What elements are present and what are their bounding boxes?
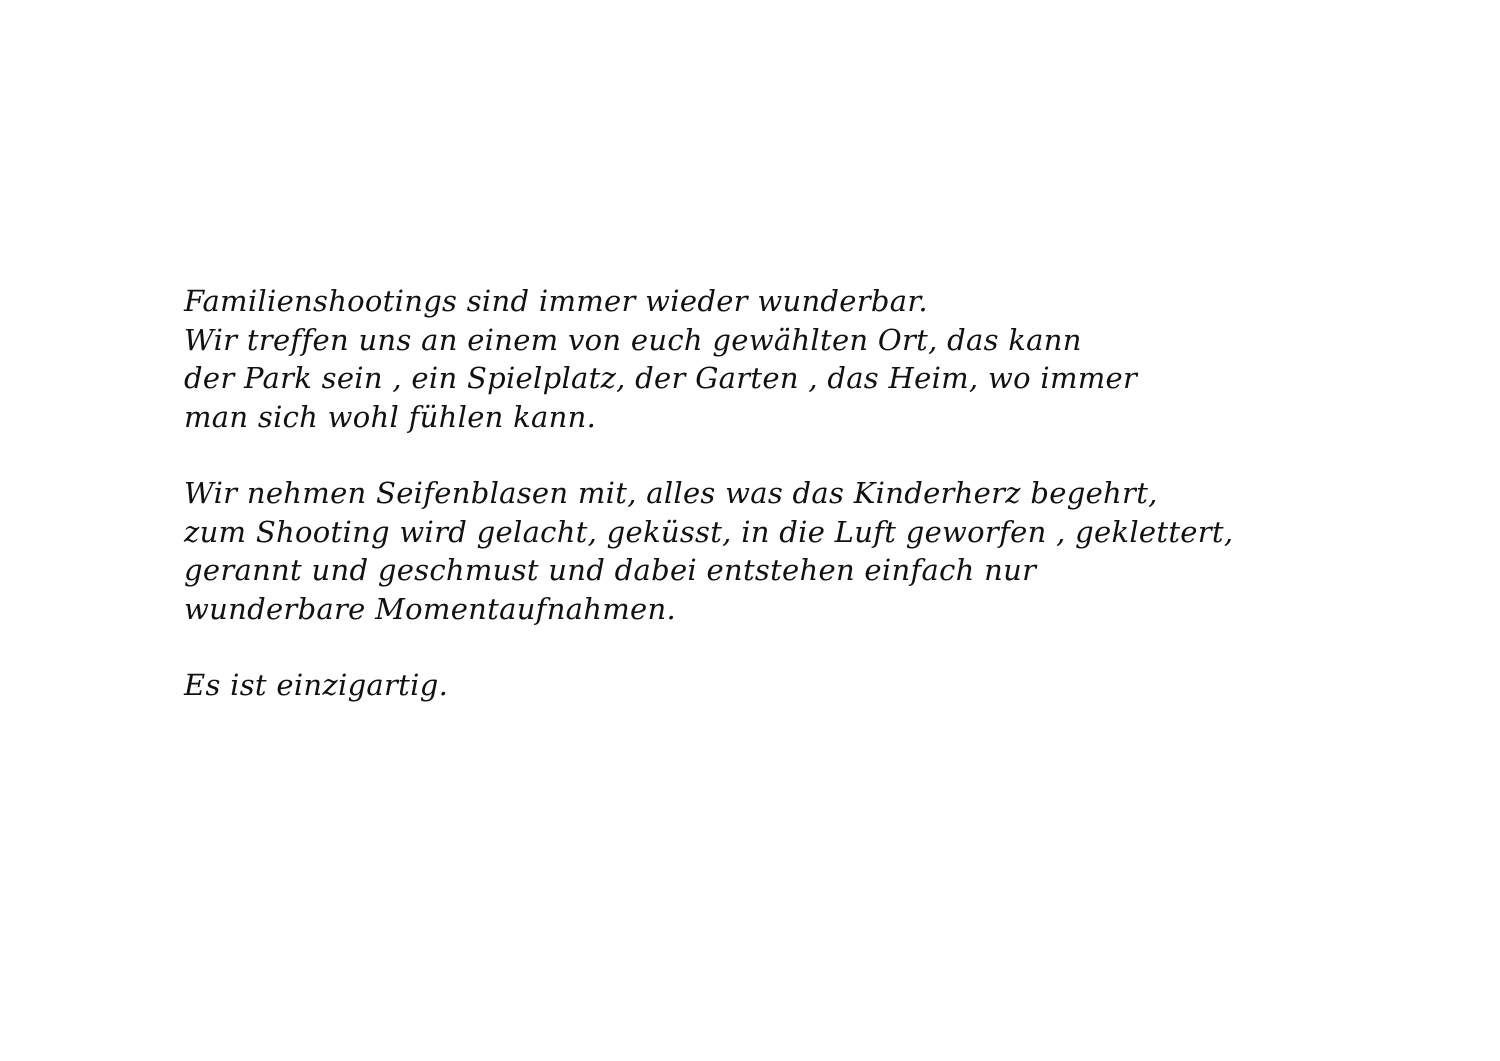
text-line: Es ist einzigartig. [184, 668, 449, 702]
text-line: Wir nehmen Seifenblasen mit, alles was das Kinderherz begehrt, [184, 476, 1158, 510]
text-line: wunderbare Momentaufnahmen. [184, 591, 677, 626]
text-line: gerannt und geschmust und dabei entstehen einfach nur [184, 553, 1037, 587]
paragraph-closing [184, 666, 1444, 705]
text-line: Wir treffen uns an einem von euch gewählten Ort, das kann [184, 322, 1082, 357]
handwritten-text-block [184, 282, 1444, 743]
text-line: man sich wohl fühlen kann. [184, 399, 597, 434]
text-line: Familienshootings sind immer wieder wunderbar. [184, 284, 928, 318]
paragraph-activities [184, 474, 1444, 628]
text-line: der Park sein , ein Spielplatz, der Garten , das Heim, wo immer [184, 361, 1138, 395]
paragraph-intro [184, 282, 1444, 436]
text-line: zum Shooting wird gelacht, geküsst, in die Luft geworfen , geklettert, [184, 514, 1234, 549]
